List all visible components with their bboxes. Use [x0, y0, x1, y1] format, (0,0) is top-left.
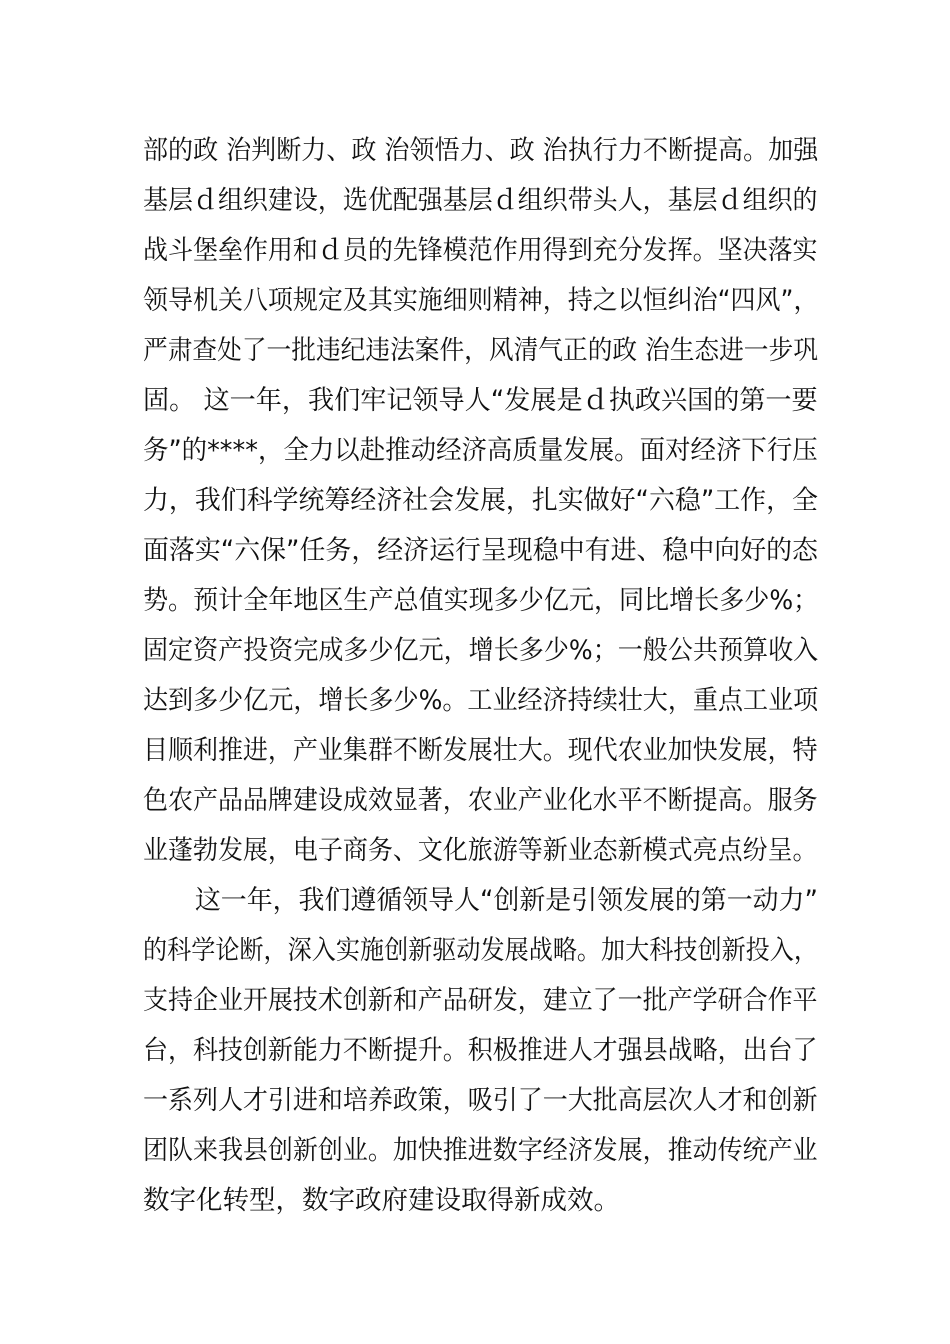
text-line: 领导机关八项规定及其实施细则精神，持之以恒纠治“四风”， [143, 285, 819, 316]
text-line: 数字化转型，数字政府建设取得新成效。 [143, 1185, 620, 1216]
text-line: 势。预计全年地区生产总值实现多少亿元，同比增长多少%； [143, 585, 819, 616]
text-line: 固。 这一年，我们牢记领导人“发展是ｄ执政兴国的第一要 [143, 385, 818, 416]
text-line: 固定资产投资完成多少亿元，增长多少%；一般公共预算收入 [143, 635, 819, 666]
text-line: 基层ｄ组织建设，选优配强基层ｄ组织带头人，基层ｄ组织的 [143, 185, 818, 216]
text-line: 团队来我县创新创业。加快推进数字经济发展，推动传统产业 [143, 1135, 818, 1166]
text-line: 面落实“六保”任务，经济运行呈现稳中有进、稳中向好的态 [143, 535, 818, 566]
text-line: 力，我们科学统筹经济社会发展，扎实做好“六稳”工作，全 [143, 485, 818, 516]
text-line: 的科学论断，深入实施创新驱动发展战略。加大科技创新投入， [143, 935, 818, 966]
text-line: 战斗堡垒作用和ｄ员的先锋模范作用得到充分发挥。坚决落实 [143, 235, 818, 266]
text-line: 部的政 治判断力、政 治领悟力、政 治执行力不断提高。加强 [143, 135, 819, 166]
text-line: 色农产品品牌建设成效显著，农业产业化水平不断提高。服务 [143, 785, 818, 816]
text-line: 支持企业开展技术创新和产品研发，建立了一批产学研合作平 [143, 985, 818, 1016]
text-line: 达到多少亿元，增长多少%。工业经济持续壮大，重点工业项 [143, 685, 819, 716]
text-line: 务”的****，全力以赴推动经济高质量发展。面对经济下行压 [143, 435, 818, 466]
text-line: 这一年，我们遵循领导人“创新是引领发展的第一动力” [143, 885, 818, 916]
text-line: 一系列人才引进和培养政策，吸引了一大批高层次人才和创新 [143, 1085, 818, 1116]
text-line: 业蓬勃发展，电子商务、文化旅游等新业态新模式亮点纷呈。 [143, 835, 818, 866]
text-line: 目顺利推进，产业集群不断发展壮大。现代农业加快发展，特 [143, 735, 818, 766]
text-line: 台，科技创新能力不断提升。积极推进人才强县战略，出台了 [143, 1035, 818, 1066]
text-line: 严肃查处了一批违纪违法案件，风清气正的政 治生态进一步巩 [143, 335, 818, 366]
